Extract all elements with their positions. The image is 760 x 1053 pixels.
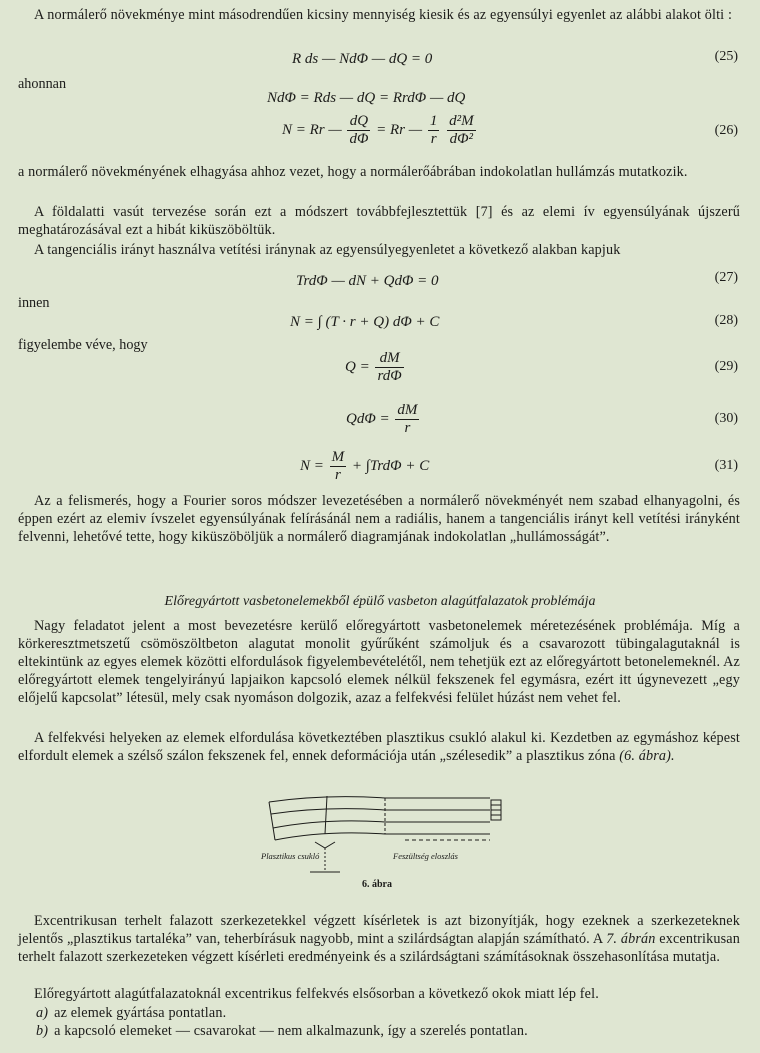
equation-28: N = ∫ (T · r + Q) dΦ + C: [290, 314, 440, 330]
list-marker-a: a): [36, 1005, 49, 1021]
figure-label-stress-distribution: Feszültség eloszlás: [393, 851, 458, 861]
equation-number-27: (27): [714, 270, 738, 285]
equation-number-26: (26): [714, 123, 738, 138]
equation-25: R ds — NdΦ — dQ = 0: [292, 51, 433, 67]
paragraph-experiments-rest: excentrikusan terhelt falazott szerkezeteken végzett kísérleti eredményeink és a szilárdságtani számításoknak összehasonlítása mutatja.: [18, 931, 740, 965]
list-item-a: [36, 1005, 226, 1022]
phrase-figyelembe: figyelembe véve, hogy: [18, 337, 148, 353]
paragraph-eccentric: Előregyártott alagútfalazatoknál excentrikus felfekvés elsősorban a következő okok miatt lép fel.: [34, 986, 599, 1002]
list-marker-b: b): [36, 1023, 49, 1039]
paragraph-normal-force: a normálerő növekményének elhagyása ahhoz vezet, hogy a normálerőábrában indokolatlan hullámzás mutatkozik.: [18, 164, 688, 180]
paragraph-experiments-text: Excentrikusan terhelt falazott szerkezetekkel végzett kísérletek is azt bizonyítják, hogy ezeknek a szerkezeteknek jelentős „plasztikus tartaléka” van, teherbírásuk nagyobb, mint a szilárdságtan alapján számítható. A: [18, 913, 740, 947]
paragraph-experiments: [18, 912, 740, 966]
paragraph-plastic-hinge-text: A felfekvési helyeken az elemek elfordulása következtében plasztikus csukló alakul ki. Kezdetben az egymáshoz képest elfordult elemek a szélső szálon fekszenek fel, ennek deformációja után „szélesedik” a plasztikus zóna: [18, 730, 740, 764]
paragraph-plastic-hinge: [18, 729, 740, 765]
equation-26a: NdΦ = Rds — dQ = RrdΦ — dQ: [267, 90, 466, 106]
paragraph-intro: A normálerő növekménye mint másodrendűen kicsiny mennyiség kiesik és az egyensúlyi egyenlet az alábbi alakot ölti :: [34, 7, 733, 23]
figure-caption: 6. ábra: [362, 879, 392, 890]
equation-number-31: (31): [714, 458, 738, 473]
paragraph-tangential: A tangenciális irányt használva vetítési iránynak az egyensúlyegyenletet a következő alakban kapjuk: [34, 242, 621, 258]
equation-29: Q = $\frac{dM}{\text{rdΦ}}$: [345, 350, 402, 384]
equation-30: QdΦ = $\frac{dM}{r}$: [346, 402, 418, 436]
paragraph-precast: Nagy feladatot jelent a most bevezetésre kerülő előregyártott vasbetonelemek méretezésének problémája. Míg a körkeresztmetszetű csömöszöltbeton alagutat monolit gyűrűként számoljuk és a csavarozott tübingalagutaknál is eltekintünk az egyes elemek közötti elfordulások figyelembevételétől, nem tehetjük ezt az előregyártott betonelemeknél. Az előregyártott elemek tengelyirányú lapjaikon kapcsoló elemek nélkül fekszenek fel egymásra, ezért itt úgynevezett „egy előjelű kapcsolat” létesül, mely csak nyomáson dolgozik, azaz a felfekvési felület húzást nem vehet fel.: [18, 618, 740, 706]
list-text-b: a kapcsoló elemeket — csavarokat — nem alkalmazunk, így a szerelés pontatlan.: [54, 1023, 528, 1039]
paragraph-metro-design: A földalatti vasút tervezése során ezt a módszert továbbfejlesztettük [7] és az elemi ív egyensúlyának újszerű meghatározásával ezt a hibát kiküszöböltük.: [18, 204, 740, 238]
paragraph-fourier: Az a felismerés, hogy a Fourier soros módszer levezetésében a normálerő növekményét nem szabad elhanyagolni, és éppen ezért az elemiv ívszelet egyensúlyának felírásánál nem a radiális, hanem a tangenciális irányt kell vetítési irányként felvenni, lehetővé tette, hogy kiküszöböljük a normálerő diagramjának indokolatlan „hullámosságát”.: [18, 493, 740, 545]
figure-reference-7: 7. ábrán: [606, 931, 656, 947]
figure-6-diagram: [255, 790, 515, 880]
equation-26b: N = Rr — $\frac{dQ}{d\Phi}$ = Rr — $\frac{1}{r}$ $\frac{\text{d²M}}{\text{dΦ²}}$: [282, 113, 474, 147]
word-innen: innen: [18, 295, 50, 311]
figure-label-plastic-hinge: Plasztikus csukló: [261, 851, 320, 861]
equation-27: TrdΦ — dN + QdΦ = 0: [296, 273, 439, 289]
word-ahonnan: ahonnan: [18, 76, 67, 92]
figure-reference-6: (6. ábra).: [619, 748, 675, 764]
equation-number-25: (25): [714, 49, 738, 64]
equation-31: N = $\frac{M}{r}$ + ∫TrdΦ + C: [300, 449, 430, 483]
equation-number-29: (29): [714, 359, 738, 374]
section-title: Előregyártott vasbetonelemekből épülő vasbeton alagútfalazatok problémája: [164, 594, 596, 609]
equation-number-30: (30): [714, 411, 738, 426]
list-item-b: [36, 1023, 528, 1040]
equation-number-28: (28): [714, 313, 738, 328]
list-text-a: az elemek gyártása pontatlan.: [54, 1005, 227, 1021]
